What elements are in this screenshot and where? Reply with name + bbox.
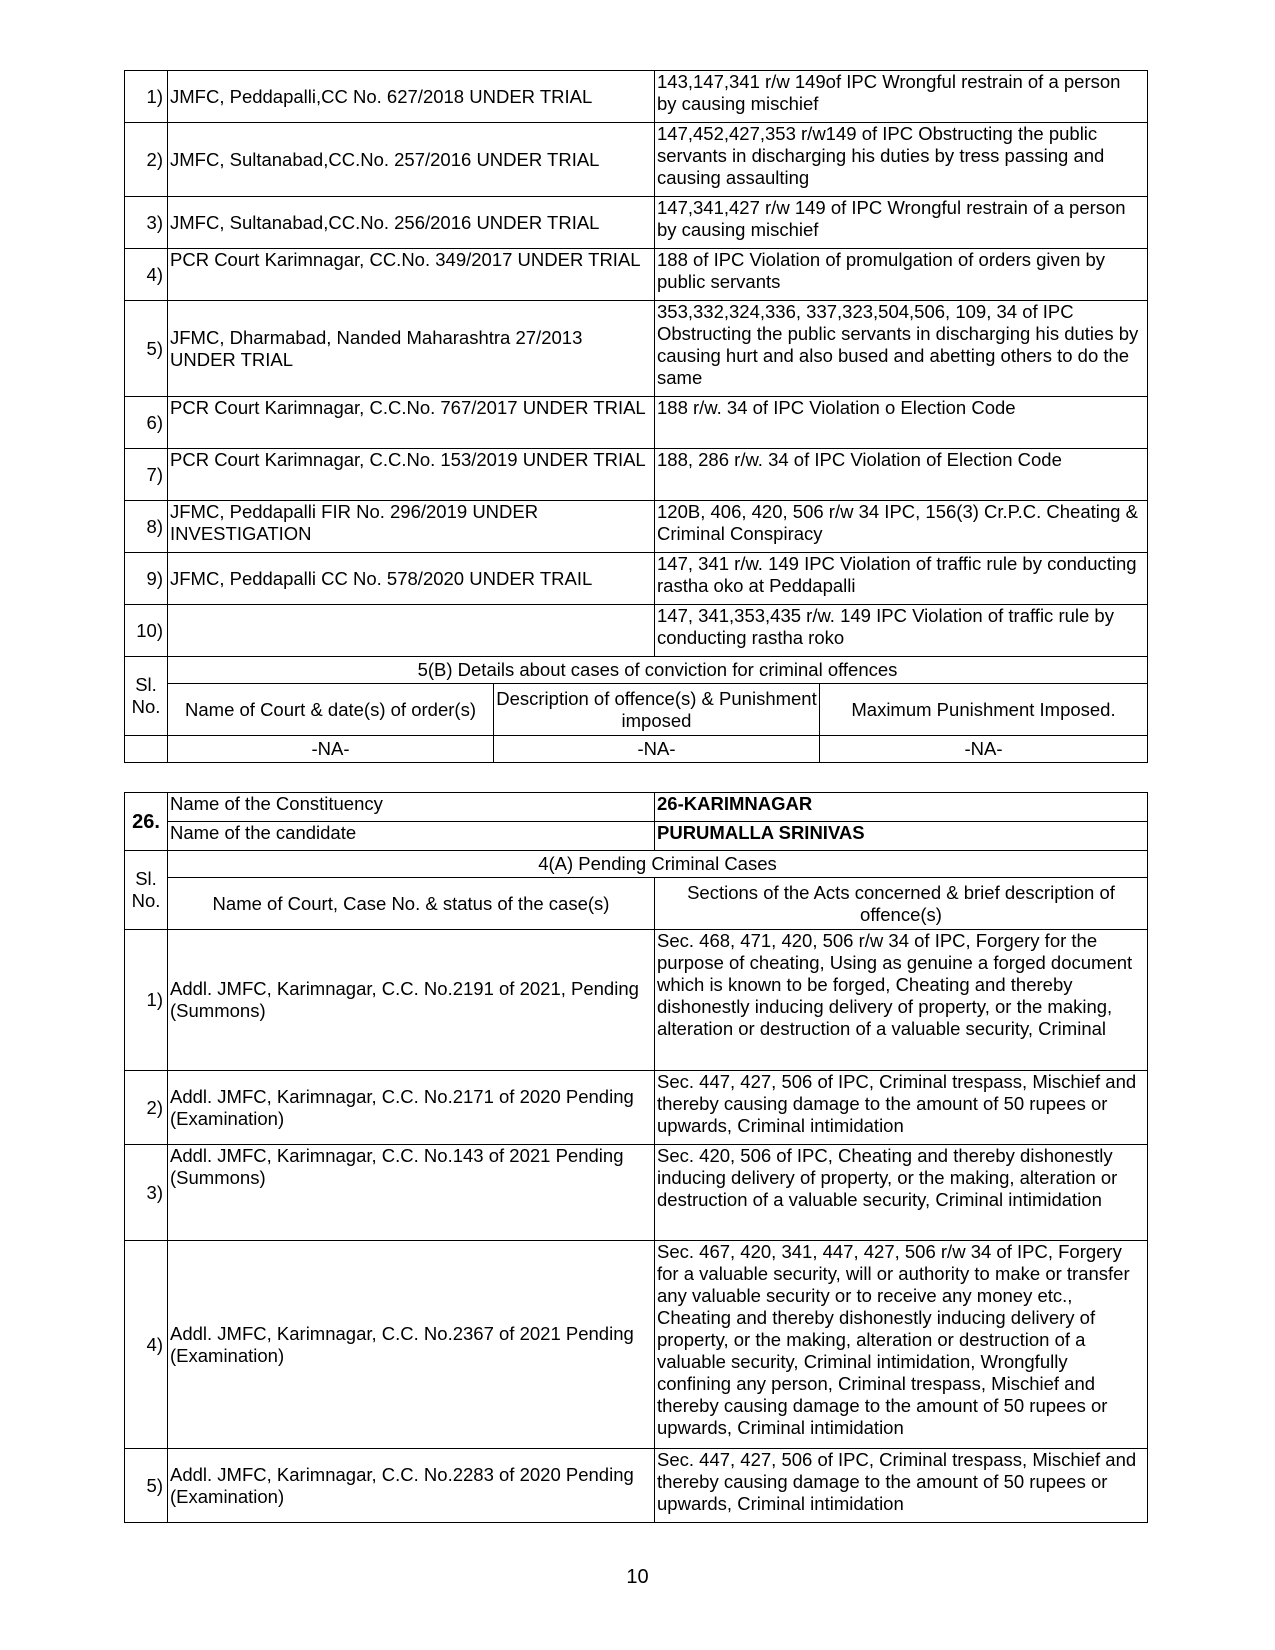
serial-number: 9)	[125, 553, 168, 605]
table-row	[125, 605, 1148, 657]
court-case: Addl. JMFC, Karimnagar, C.C. No.2171 of 2020 Pending (Examination)	[168, 1071, 655, 1145]
pending-title: 4(A) Pending Criminal Cases	[168, 851, 1148, 878]
conviction-description-value: -NA-	[494, 736, 820, 763]
upper-cases-table	[124, 70, 1148, 763]
constituency-row	[125, 793, 1148, 822]
serial-number: 4)	[125, 249, 168, 301]
serial-number: 5)	[125, 1449, 168, 1523]
table-row	[125, 1145, 1148, 1241]
serial-number: 1)	[125, 71, 168, 123]
sl-no-header: Sl. No.	[125, 851, 168, 930]
table-row	[125, 249, 1148, 301]
serial-number: 2)	[125, 1071, 168, 1145]
court-case: JFMC, Peddapalli FIR No. 296/2019 UNDER INVESTIGATION	[168, 501, 655, 553]
court-case	[168, 605, 655, 657]
candidate-table	[124, 792, 1148, 1523]
court-case: PCR Court Karimnagar, CC.No. 349/2017 UNDER TRIAL	[168, 249, 655, 301]
pending-court-header: Name of Court, Case No. & status of the case(s)	[168, 878, 655, 930]
sections-description: 147,452,427,353 r/w149 of IPC Obstructing the public servants in discharging his duties by tress passing and causing assaulting	[655, 123, 1148, 197]
sections-description: 143,147,341 r/w 149of IPC Wrongful restrain of a person by causing mischief	[655, 71, 1148, 123]
conviction-court-header: Name of Court & date(s) of order(s)	[168, 684, 494, 736]
sections-description: 188 of IPC Violation of promulgation of orders given by public servants	[655, 249, 1148, 301]
constituency-label: Name of the Constituency	[168, 793, 655, 822]
candidate-number: 26.	[125, 793, 168, 851]
court-case: Addl. JMFC, Karimnagar, C.C. No.2283 of 2020 Pending (Examination)	[168, 1449, 655, 1523]
court-case: JMFC, Sultanabad,CC.No. 257/2016 UNDER TRIAL	[168, 123, 655, 197]
serial-number: 3)	[125, 197, 168, 249]
candidate-name: PURUMALLA SRINIVAS	[655, 822, 1148, 851]
sections-description: Sec. 468, 471, 420, 506 r/w 34 of IPC, Forgery for the purpose of cheating, Using as genuine a forged document which is known to be forged, Cheating and thereby dishonestly inducing delivery of property, or the making, alteration or destruction of a valuable security, Criminal	[655, 930, 1148, 1071]
sections-description: Sec. 447, 427, 506 of IPC, Criminal trespass, Mischief and thereby causing damage to the amount of 50 rupees or upwards, Criminal intimidation	[655, 1449, 1148, 1523]
pending-sections-header: Sections of the Acts concerned & brief description of offence(s)	[655, 878, 1148, 930]
sections-description: Sec. 467, 420, 341, 447, 427, 506 r/w 34 of IPC, Forgery for a valuable security, will or authority to make or transfer any valuable security or to receive any money etc., Cheating and thereby dishonestly inducing delivery of property, or the making, alteration or destruction of a valuable security, Criminal intimidation, Wrongfully confining any person, Criminal trespass, Mischief and thereby causing damage to the amount of 50 rupees or upwards, Criminal intimidation	[655, 1241, 1148, 1449]
table-row	[125, 397, 1148, 449]
court-case: JFMC, Dharmabad, Nanded Maharashtra 27/2013 UNDER TRIAL	[168, 301, 655, 397]
table-row	[125, 449, 1148, 501]
court-case: PCR Court Karimnagar, C.C.No. 767/2017 UNDER TRIAL	[168, 397, 655, 449]
court-case: Addl. JMFC, Karimnagar, C.C. No.143 of 2021 Pending (Summons)	[168, 1145, 655, 1241]
serial-number: 4)	[125, 1241, 168, 1449]
constituency-value: 26-KARIMNAGAR	[655, 793, 1148, 822]
table-row	[125, 197, 1148, 249]
court-case: JMFC, Sultanabad,CC.No. 256/2016 UNDER TRIAL	[168, 197, 655, 249]
conviction-row	[125, 736, 1148, 763]
table-row	[125, 1449, 1148, 1523]
sections-description: 147, 341 r/w. 149 IPC Violation of traffic rule by conducting rastha oko at Peddapalli	[655, 553, 1148, 605]
serial-number: 3)	[125, 1145, 168, 1241]
sections-description: 147, 341,353,435 r/w. 149 IPC Violation of traffic rule by conducting rastha roko	[655, 605, 1148, 657]
table-row	[125, 123, 1148, 197]
candidate-label: Name of the candidate	[168, 822, 655, 851]
sl-no-header: Sl. No.	[125, 657, 168, 736]
serial-number: 5)	[125, 301, 168, 397]
court-case: Addl. JMFC, Karimnagar, C.C. No.2367 of 2021 Pending (Examination)	[168, 1241, 655, 1449]
conviction-header-row	[125, 684, 1148, 736]
sections-description: 353,332,324,336, 337,323,504,506, 109, 34 of IPC Obstructing the public servants in discharging his duties by causing hurt and also bused and abetting others to do the same	[655, 301, 1148, 397]
table-row	[125, 930, 1148, 1071]
court-case: PCR Court Karimnagar, C.C.No. 153/2019 UNDER TRIAL	[168, 449, 655, 501]
table-row	[125, 1071, 1148, 1145]
pending-title-row	[125, 851, 1148, 878]
sections-description: 188, 286 r/w. 34 of IPC Violation of Election Code	[655, 449, 1148, 501]
table-row	[125, 71, 1148, 123]
court-case: JMFC, Peddapalli,CC No. 627/2018 UNDER TRIAL	[168, 71, 655, 123]
conviction-court-value: -NA-	[168, 736, 494, 763]
table-row	[125, 301, 1148, 397]
sections-description: 147,341,427 r/w 149 of IPC Wrongful restrain of a person by causing mischief	[655, 197, 1148, 249]
sections-description: 120B, 406, 420, 506 r/w 34 IPC, 156(3) Cr.P.C. Cheating & Criminal Conspiracy	[655, 501, 1148, 553]
table-row	[125, 501, 1148, 553]
court-case: JFMC, Peddapalli CC No. 578/2020 UNDER TRAIL	[168, 553, 655, 605]
serial-number: 8)	[125, 501, 168, 553]
candidate-row	[125, 822, 1148, 851]
serial-number: 10)	[125, 605, 168, 657]
table-row	[125, 1241, 1148, 1449]
serial-number: 2)	[125, 123, 168, 197]
pending-header-row	[125, 878, 1148, 930]
court-case: Addl. JMFC, Karimnagar, C.C. No.2191 of 2021, Pending (Summons)	[168, 930, 655, 1071]
conviction-title: 5(B) Details about cases of conviction for criminal offences	[168, 657, 1148, 684]
table-row	[125, 553, 1148, 605]
sections-description: 188 r/w. 34 of IPC Violation o Election Code	[655, 397, 1148, 449]
sections-description: Sec. 420, 506 of IPC, Cheating and thereby dishonestly inducing delivery of property, or the making, alteration or destruction of a valuable security, Criminal intimidation	[655, 1145, 1148, 1241]
sections-description: Sec. 447, 427, 506 of IPC, Criminal trespass, Mischief and thereby causing damage to the amount of 50 rupees or upwards, Criminal intimidation	[655, 1071, 1148, 1145]
conviction-title-row	[125, 657, 1148, 684]
conviction-max-punishment-header: Maximum Punishment Imposed.	[820, 684, 1148, 736]
serial-number: 6)	[125, 397, 168, 449]
serial-number: 7)	[125, 449, 168, 501]
conviction-description-header: Description of offence(s) & Punishment imposed	[494, 684, 820, 736]
page-number: 10	[626, 1566, 649, 1588]
conviction-max-value: -NA-	[820, 736, 1148, 763]
serial-number: 1)	[125, 930, 168, 1071]
conviction-sl	[125, 736, 168, 763]
